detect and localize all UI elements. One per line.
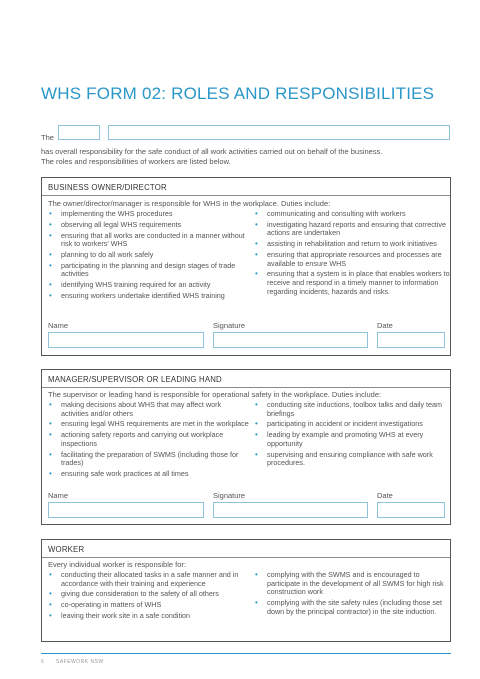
list-item: • conducting their allocated tasks in a safe manner and in accordance with their training and experience (48, 571, 250, 588)
owner-name-label: Name (48, 321, 69, 330)
list-item: • ensuring that appropriate resources and processes are available to ensure WHS (254, 251, 450, 268)
manager-section-heading: MANAGER/SUPERVISOR OR LEADING HAND (42, 370, 450, 388)
business-name-field[interactable] (108, 125, 450, 140)
list-item: • ensuring that all works are conducted in a manner without risk to workers' WHS (48, 232, 250, 249)
owner-date-field[interactable] (377, 332, 445, 348)
list-item: • ensuring safe work practices at all times (48, 470, 250, 479)
manager-duties-left (48, 401, 250, 481)
list-item: • complying with the site safety rules (including those set down by the principal contractor) in the site induction. (254, 599, 450, 616)
list-item: • communicating and consulting with workers (254, 210, 450, 219)
owner-name-field[interactable] (48, 332, 204, 348)
list-item: • making decisions about WHS that may affect work activities and/or others (48, 401, 250, 418)
list-item: • giving due consideration to the safety of all others (48, 590, 250, 599)
page-title: WHS FORM 02: ROLES AND RESPONSIBILITIES (41, 84, 435, 103)
list-item: • leaving their work site in a safe condition (48, 612, 250, 621)
list-item: • investigating hazard reports and ensuring that corrective actions are undertaken (254, 221, 450, 238)
list-item: • complying with the SWMS and is encouraged to participate in the development of all SWMS for high risk construction work (254, 571, 450, 597)
worker-section (41, 539, 451, 642)
list-item: • participating in accident or incident investigations (254, 420, 450, 429)
owner-signature-field[interactable] (213, 332, 368, 348)
list-item: • observing all legal WHS requirements (48, 221, 250, 230)
intro-line-2: The roles and responsibilities of workers are listed below. (41, 157, 231, 166)
list-item: • facilitating the preparation of SWMS (including those for trades) (48, 451, 250, 468)
worker-duties-right (254, 571, 450, 618)
manager-section (41, 369, 451, 525)
list-item: • co-operating in matters of WHS (48, 601, 250, 610)
manager-signature-label: Signature (213, 491, 246, 500)
owner-signature-label: Signature (213, 321, 246, 330)
worker-section-heading: WORKER (42, 540, 450, 558)
footer-divider (41, 653, 451, 654)
list-item: • ensuring workers undertake identified WHS training (48, 292, 250, 301)
manager-section-intro: The supervisor or leading hand is responsible for operational safety in the workplace. Duties include: (48, 390, 382, 399)
owner-section-intro: The owner/director/manager is responsible for WHS in the workplace. Duties include: (48, 199, 331, 208)
list-item: • participating in the planning and design stages of trade activities (48, 262, 250, 279)
manager-duties-right (254, 401, 450, 470)
list-item: • supervising and ensuring compliance with safe work procedures. (254, 451, 450, 468)
list-item: • leading by example and promoting WHS at every opportunity (254, 431, 450, 448)
list-item: • planning to do all work safely (48, 251, 250, 260)
worker-duties-left (48, 571, 250, 623)
worker-section-intro: Every individual worker is responsible for: (48, 560, 186, 569)
owner-duties-left (48, 210, 250, 303)
owner-section (41, 177, 451, 356)
manager-date-label: Date (377, 491, 393, 500)
list-item: • conducting site inductions, toolbox talks and daily team briefings (254, 401, 450, 418)
manager-date-field[interactable] (377, 502, 445, 518)
business-short-name-field[interactable] (58, 125, 100, 140)
intro-the-label: The (41, 133, 54, 142)
intro-line-1: has overall responsibility for the safe conduct of all work activities carried out on behalf of the business. (41, 147, 383, 156)
owner-duties-right (254, 210, 450, 298)
list-item: • identifying WHS training required for an activity (48, 281, 250, 290)
list-item: • ensuring that a system is in place that enables workers to receive and respond in a timely manner to information regarding incidents, hazards and risks. (254, 270, 450, 296)
owner-date-label: Date (377, 321, 393, 330)
list-item: • actioning safety reports and carrying out workplace inspections (48, 431, 250, 448)
owner-section-heading: BUSINESS OWNER/DIRECTOR (42, 178, 450, 196)
page-number: 6 (41, 659, 44, 665)
manager-name-label: Name (48, 491, 69, 500)
list-item: • implementing the WHS procedures (48, 210, 250, 219)
manager-name-field[interactable] (48, 502, 204, 518)
list-item: • ensuring legal WHS requirements are met in the workplace (48, 420, 250, 429)
footer-brand: SAFEWORK NSW (56, 659, 104, 665)
list-item: • assisting in rehabilitation and return to work initiatives (254, 240, 450, 249)
manager-signature-field[interactable] (213, 502, 368, 518)
